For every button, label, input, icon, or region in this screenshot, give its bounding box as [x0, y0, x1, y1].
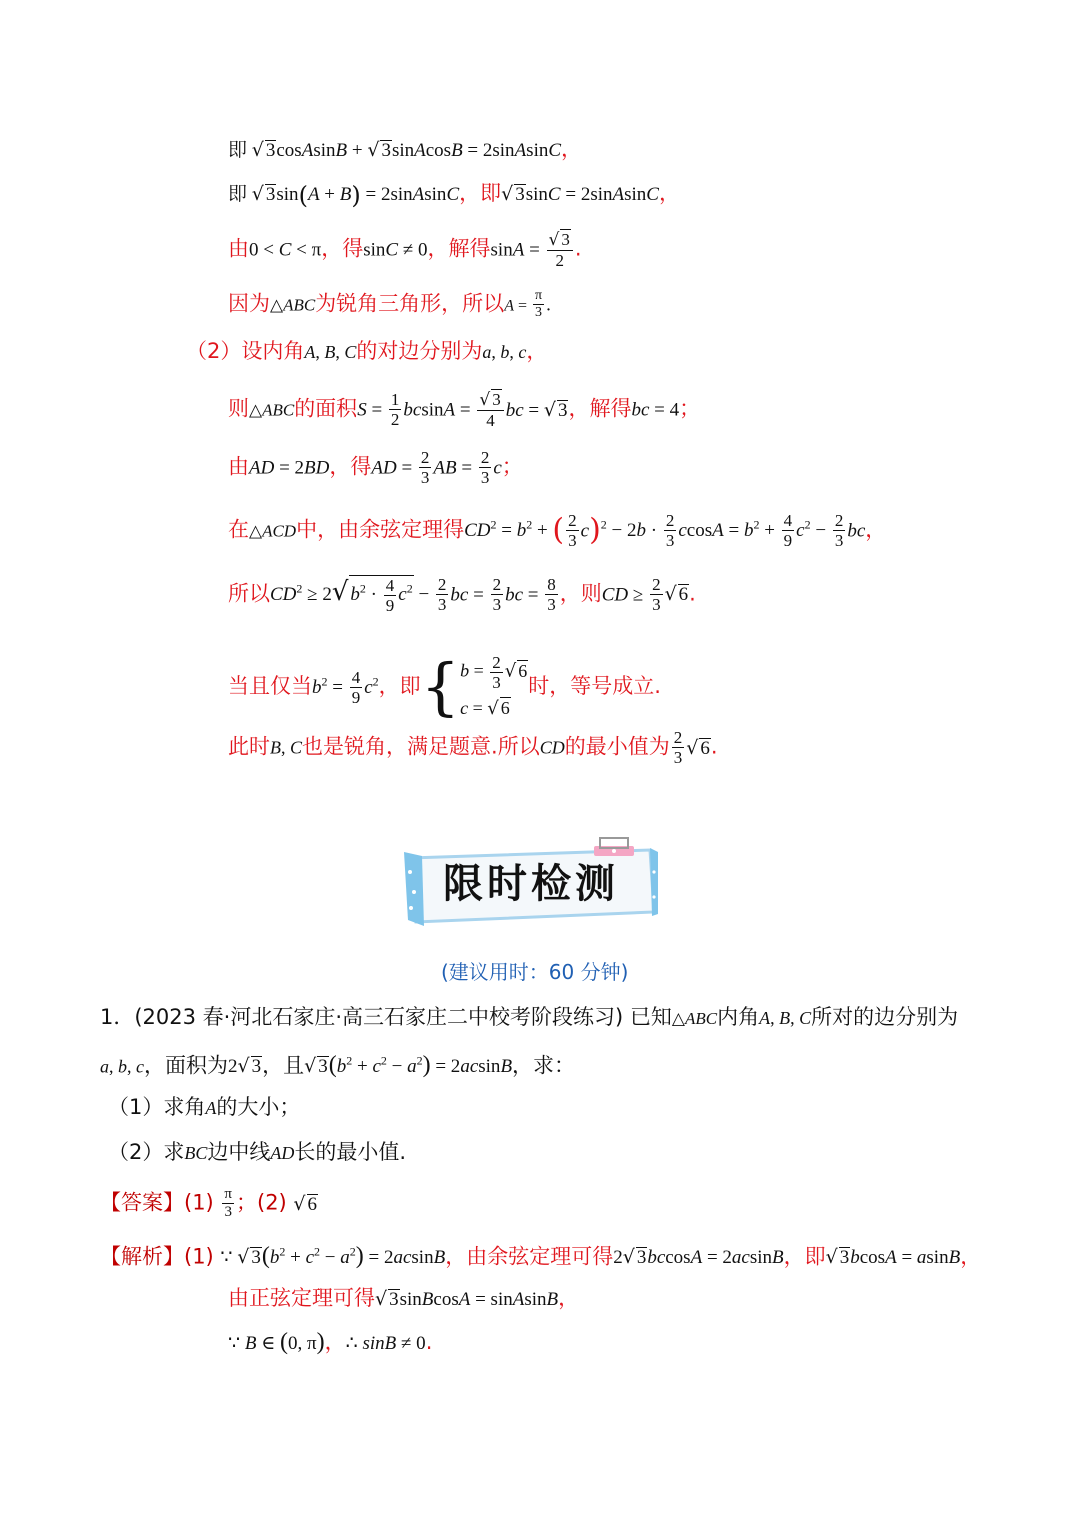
bc: bc	[847, 520, 866, 542]
text: （2）求	[108, 1140, 185, 1164]
system-brace: {	[420, 650, 461, 723]
text: ，求：	[512, 1053, 576, 1078]
fraction-2-3: $\frac{2}{3}$	[834, 510, 844, 550]
simplified-eq: √ 3bcosA = asinB	[825, 1246, 961, 1269]
equation-1: 即 √ 3cosAsinB + √ 3sinAcosB = 2sinAsinC	[228, 139, 562, 161]
text: ，则	[559, 581, 602, 606]
text: 边中线	[207, 1140, 271, 1164]
part-1: (1)	[184, 1190, 221, 1215]
step-line-2	[228, 178, 680, 211]
connector-text: ，即	[459, 181, 502, 205]
fraction-2-3: $\frac{2}{3}$	[652, 574, 661, 614]
text: 此时	[228, 734, 270, 759]
fraction-4-9: $\frac{4}{9}$	[351, 667, 361, 707]
text: 当且仅当	[228, 674, 312, 698]
fraction-2-3: $\frac{2}{3}$	[568, 510, 577, 550]
text: 的最小值为	[564, 734, 670, 759]
problem-line-1	[100, 1002, 958, 1034]
ad-eq: AD =	[371, 457, 417, 479]
sinb-nonzero: ∴ sinB ≠ 0	[345, 1333, 426, 1354]
bc-points: B, C	[270, 737, 303, 758]
part-1: (1)	[184, 1244, 221, 1269]
punct: ，	[658, 181, 680, 205]
cosine-line	[228, 510, 886, 550]
a-equals: A =	[504, 297, 531, 315]
area-value: 2√ 3	[228, 1055, 262, 1078]
fraction-2-3: $\frac{2}{3}$	[492, 574, 502, 614]
cos-law-eq: 2√ 3bccosA = 2acsinB	[613, 1246, 784, 1269]
banner-title: 限时检测	[443, 860, 619, 907]
text: ，即	[378, 674, 421, 698]
fraction-2-3: $\frac{2}{3}$	[437, 574, 447, 614]
analysis-line-1	[100, 1237, 981, 1273]
ad-2bd: AD = 2BD	[249, 457, 330, 479]
fraction-4-9: $\frac{4}{9}$	[783, 510, 793, 550]
because-eq: ∵ √ $3(b^2 + c^2 - a^2) = 2acsinB$	[220, 1243, 446, 1270]
text: （1）求角	[108, 1095, 206, 1119]
c-var: c	[493, 457, 502, 479]
bc-eq: bc =	[450, 584, 489, 606]
step-line-4: 因为△ABC为锐角三角形，所以A = $\frac{\pi}{3}$ .	[228, 288, 551, 320]
cd-seg: CD	[539, 737, 565, 758]
cos-rest: $^2$ − 2b ·	[600, 518, 662, 542]
fraction-pi-over-3: $\frac{\pi}{3}$	[535, 288, 543, 320]
c2: $c^2$	[364, 674, 379, 698]
b2-eq: $b^2$ =	[312, 674, 348, 698]
separator: ；	[236, 1190, 257, 1215]
fraction-2-3: $\frac{2}{3}$	[665, 510, 675, 550]
angles-abc: A, B, C	[759, 1008, 812, 1028]
bc-eq-4: bc = 4	[631, 399, 680, 421]
side-bc: BC	[184, 1143, 208, 1163]
cos-rest-b: $ccosA = b^2$ +	[678, 518, 780, 542]
text: 也是锐角，满足题意.所以	[302, 734, 540, 759]
inequality-line	[228, 574, 696, 615]
fraction-2-3: $\frac{2}{3}$	[673, 728, 683, 767]
punct: .	[710, 734, 718, 759]
cos-rest-c: $c^2$ −	[796, 518, 831, 542]
text: ，面积为	[144, 1053, 228, 1078]
equation-system: b = $\frac{2}{3}$ √ 6 c = √ 6	[460, 653, 528, 719]
punct: ；	[679, 396, 701, 421]
analysis-label: 【解析】	[100, 1244, 184, 1269]
part-2: (2)	[257, 1190, 294, 1215]
triangle-abc: △ABC	[270, 295, 316, 315]
text: ，即	[783, 1244, 826, 1269]
text: 的对边分别为	[356, 339, 483, 363]
text: 内角	[717, 1005, 760, 1029]
question-1	[108, 1092, 300, 1123]
punct: .	[574, 236, 582, 261]
paren-open: (	[552, 512, 565, 548]
punct: ，	[558, 1286, 580, 1310]
section-banner	[402, 842, 660, 928]
c-var: c	[580, 520, 590, 542]
fraction-sqrt3-over-2: $\frac{√ 3}{2}$	[547, 229, 573, 270]
area-eq: S =	[357, 399, 387, 421]
cd-geq: $CD^2 \ge 2√$ $b^2$ · $\frac{4}{9}$ $c^2$ −	[270, 576, 434, 616]
equality-line	[228, 650, 661, 723]
area-line	[228, 389, 700, 430]
median-ad: AD	[270, 1143, 295, 1163]
punct: ，	[960, 1244, 982, 1269]
ad-line	[228, 448, 523, 487]
analysis-line-2	[228, 1283, 579, 1315]
triangle-acd: △ACD	[249, 521, 297, 541]
area-eq-b: bcsinA =	[403, 399, 476, 421]
bc-eq-b: bc =	[505, 584, 544, 606]
triangle-abc: △ABC	[249, 400, 295, 420]
text: 的大小；	[216, 1095, 301, 1119]
text: ，由余弦定理可得	[445, 1244, 614, 1269]
sides-abc: a, b, c	[100, 1056, 144, 1077]
suggested-time: (建议用时：60 分钟)	[441, 960, 629, 984]
fraction-1-2: $\frac{1}{2}$	[390, 390, 400, 429]
step-line-1	[228, 134, 582, 166]
punct: ，	[561, 137, 583, 161]
ab-eq: AB =	[433, 457, 477, 479]
text: ，得	[329, 454, 372, 479]
angle-a: A	[205, 1098, 217, 1118]
problem-line-2	[100, 1046, 575, 1082]
sqrt6: √ 6	[686, 736, 710, 759]
text: ，解得	[427, 236, 491, 261]
punct: ，	[324, 1330, 346, 1354]
punct: ，	[865, 517, 887, 542]
fraction-2-3: $\frac{2}{3}$	[420, 448, 430, 487]
text: ，解得	[568, 396, 632, 421]
text: 时，等号成立.	[528, 674, 661, 698]
step-line-3	[228, 229, 582, 270]
text: 因为	[228, 291, 270, 316]
text: 中，由余弦定理得	[296, 517, 465, 542]
question-2	[108, 1137, 406, 1168]
sqrt6: √ 6	[293, 1192, 318, 1215]
answer-label: 【答案】	[100, 1190, 184, 1215]
fraction-pi-over-3: $\frac{\pi}{3}$	[224, 1186, 232, 1220]
cd-squared: $CD^2 = b^2$ +	[464, 518, 553, 542]
cd-min: CD ≥	[601, 584, 649, 606]
final-line	[228, 728, 718, 767]
sina-value: sinA =	[490, 239, 545, 261]
punct: ，	[526, 339, 548, 363]
analysis-line-3	[228, 1327, 432, 1359]
text: 所对的边分别为	[811, 1005, 959, 1029]
text: 长的最小值.	[294, 1140, 407, 1164]
part2-header	[186, 336, 547, 367]
sqrt6: √ 6	[664, 583, 689, 606]
area-eq-c: bc = √ 3	[505, 398, 568, 421]
given-equation: √ $3(b^2 + c^2 - a^2) = 2acsinB$	[304, 1052, 513, 1079]
punct: .	[689, 581, 696, 606]
text: 为锐角三角形，所以	[315, 291, 505, 316]
text: 由	[228, 236, 249, 261]
sinc-nonzero: sinC ≠ 0	[363, 239, 428, 261]
angles-abc: A, B, C	[304, 342, 357, 362]
text: 所以	[228, 581, 270, 606]
range-c: 0 < C < π	[249, 239, 322, 261]
text: 在	[228, 517, 249, 542]
equation-2b: √ 3sinC = 2sinAsinC	[501, 183, 659, 205]
problem-source: 1．(2023 春·河北石家庄·高三石家庄二中校考阶段练习) 已知	[100, 1005, 672, 1029]
text: 则	[228, 396, 249, 421]
punct: .	[425, 1330, 433, 1354]
text: （2）设内角	[186, 339, 305, 363]
text: 的面积	[294, 396, 358, 421]
text: ，且	[262, 1053, 305, 1078]
fraction-2-3: $\frac{2}{3}$	[480, 448, 490, 487]
paren-close: )	[589, 512, 601, 548]
text: 由	[228, 454, 249, 479]
sides-abc: a, b, c	[482, 342, 527, 362]
text: 由正弦定理可得	[228, 1286, 375, 1310]
punct: ；	[501, 454, 523, 479]
b-range: ∵ B ∈ (0, π)	[228, 1329, 325, 1355]
equation-2a: 即 √ 3sin(A + B) = 2sinAsinC	[228, 181, 460, 210]
fraction-sqrt3-4: $\frac{√ 3}{4}$	[477, 389, 503, 430]
text: ，得	[321, 236, 364, 261]
triangle-abc: △ABC	[671, 1009, 718, 1028]
fraction-8-3: $\frac{8}{3}$	[547, 574, 556, 614]
answer-line	[100, 1186, 318, 1221]
sine-law-eq: √ 3sinBcosA = sinAsinB	[375, 1288, 559, 1310]
